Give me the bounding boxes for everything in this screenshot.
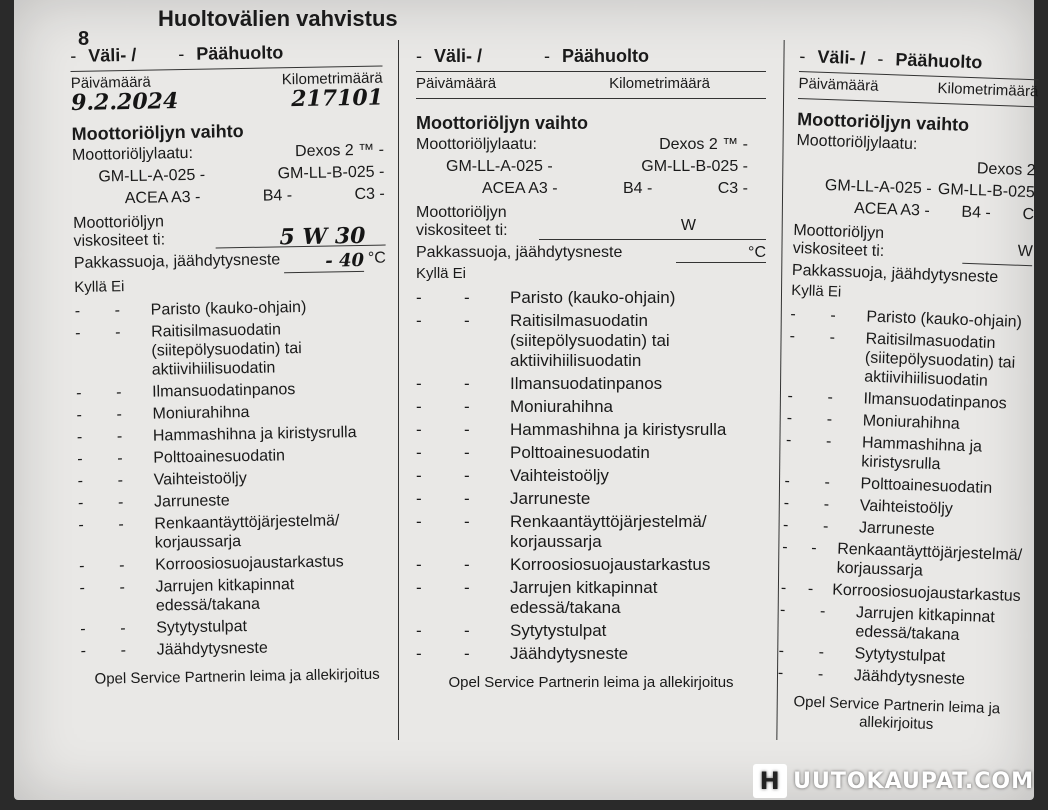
viscosity-value: W [962,241,1033,266]
spec-b4: B4 - [262,187,293,205]
checklist-item: - - Jäähdytysneste [81,636,393,660]
antifreeze-label: Pakkassuoja, jäähdytysneste [73,251,281,272]
item-label: Polttoainesuodatin [860,475,993,497]
logo-box-icon: H [753,764,787,798]
viscosity-label: Moottoriöljyn viskositeet ti: [73,213,166,250]
handwritten-values [70,84,384,116]
item-label: Jarruneste [153,492,230,511]
viscosity-value: 5 W 30 [215,223,385,249]
yes-no-label: Kyllä Ei [74,278,125,296]
item-label: Korroosiosuojaustarkastus [831,581,1022,606]
spec-gm-ll-b: GM-LL-B-025 - [277,163,385,183]
checklist-item: - - Moniurahihna [76,400,388,424]
header-interim: Väli- / [434,46,483,66]
item-label: Vaihteistoöljy [153,469,247,489]
item-label: Jarrujen kitkapinnat edessä/takana [155,576,295,615]
unit-celsius: °C [676,244,766,263]
stamp-signature-label: Opel Service Partnerin leima ja allekirjoitus [94,665,380,688]
viscosity-row [73,210,386,251]
item-label: Jarrujen kitkapinnat edessä/takana [855,604,996,644]
yes-no-label: Kyllä Ei [416,265,467,282]
spec-acea: ACEA A3 - [853,199,930,220]
service-column-1 [70,35,393,689]
checklist-item: - - Jarrujen kitkapinnat edessä/takana [779,601,1020,647]
item-label: Hammashihna ja kiristysrulla [152,424,357,445]
checklist-item: - - Sytytystulpat [80,614,392,638]
checklist-item: - - Renkaantäyttöjärjestelmä/ korjaussarja [781,538,1022,584]
item-label: Raitisilmasuodatin (siitepölysuodatin) tai aktiivihiilisuodatin [150,321,302,379]
km-label: Kilometrimäärä [281,69,383,89]
checklist-item: - - Vaihteistoöljy [783,494,1024,521]
spec-b4: B4 - [623,180,653,197]
stamp-signature-label: Opel Service Partnerin leima ja allekirjoitus [448,674,734,691]
checklist-item: - - Sytytystulpat [778,642,1019,669]
dexos-spec: Dexos 2 ™ - [659,136,748,153]
checklist [416,288,766,664]
watermark [753,764,1034,798]
checklist-item: - - Hammashihna ja kiristysrulla [77,422,389,446]
oil-change-title: Moottoriöljyn vaihto [416,113,588,133]
viscosity-label: Moottoriöljyn viskositeet ti: [416,204,508,239]
viscosity-value: W [539,217,767,240]
spec-gm-ll-b: GM-LL-B-025 - [641,158,748,175]
date-value: 9.2.2024 [70,88,179,116]
item-label: Polttoainesuodatin [510,443,650,462]
checklist-item: - - Sytytystulpat [416,621,766,641]
spec-row [416,156,766,178]
item-label: Raitisilmasuodatin (siitepölysuodatin) tai aktiivihiilisuodatin [510,311,670,370]
checklist-item: - - Jäähdytysneste [416,644,766,664]
item-label: Sytytystulpat [510,621,607,640]
item-label: Moniurahihna [152,403,250,423]
item-label: Ilmansuodatinpanos [152,381,296,401]
oil-quality-label: Moottoriöljylaatu: [796,131,918,154]
checklist-item: - - Renkaantäyttöjärjestelmä/ korjaussarja [416,512,766,552]
checklist-item: - - Moniurahihna [416,397,766,417]
item-label: Renkaantäyttöjärjestelmä/ korjaussarja [510,512,707,551]
checklist-item: - - Moniurahihna [786,409,1027,436]
oil-quality-label: Moottoriöljylaatu: [71,144,194,164]
item-label: Sytytystulpat [156,618,248,637]
item-label: Sytytystulpat [854,645,946,666]
checklist-item: - - Paristo (kauko-ohjain) [75,297,387,321]
checklist-item: - - Ilmansuodatinpanos [416,374,766,394]
checklist-item: - - Ilmansuodatinpanos [76,379,388,403]
item-label: Jarruneste [510,489,591,508]
item-label: Moniurahihna [510,397,614,416]
item-label: Jäähdytysneste [853,667,966,689]
spec-c3: C3 - [354,185,385,204]
checklist [778,305,1031,691]
antifreeze-label: Pakkassuoja, jäähdytysneste [791,261,999,287]
checklist-item: - - Korroosiosuojaustarkastus [79,551,391,575]
spec-b4: B4 - [961,203,992,222]
header-main-service: Päähuolto [895,49,983,73]
checklist-item: - - Paristo (kauko-ohjain) [416,288,766,308]
checklist-item: - - Polttoainesuodatin [77,444,389,468]
km-label: Kilometrimäärä [609,75,710,92]
item-label: Vaihteistoöljy [859,497,954,518]
item-label: Paristo (kauko-ohjain) [510,288,676,307]
viscosity-row [792,222,1033,266]
checklist-item: - - Renkaantäyttöjärjestelmä/ korjaussarja [78,510,391,553]
antifreeze-label: Pakkassuoja, jäähdytysneste [416,244,623,261]
checklist-item: - - Ilmansuodatinpanos [787,387,1028,414]
dexos-spec: Dexos 2 [976,160,1036,180]
item-label: Korroosiosuojaustarkastus [155,553,344,574]
checklist-item: - - Jäähdytysneste [778,664,1019,691]
checklist-item: - - Jarruneste [416,489,766,509]
km-value: 217101 [290,84,384,113]
stamp-signature-label: Opel Service Partnerin leima ja allekirjoitus [793,693,1001,734]
item-label: Jäähdytysneste [510,644,629,663]
booklet-page [14,0,1039,800]
checklist-item: - - Hammashihna ja kiristysrulla [416,420,766,440]
checklist-item: - - Hammashihna ja kiristysrulla [785,431,1026,477]
km-label: Kilometrimäärä [937,79,1039,101]
checklist-item: - - Korroosiosuojaustarkastus [780,579,1022,606]
item-label: Paristo (kauko-ohjain) [150,298,307,319]
spec-gm-ll-a: GM-LL-A-025 - [98,166,206,186]
viscosity-row [416,204,766,240]
date-km-labels [416,71,766,92]
checklist-item: - - Raitisilmasuodatin (siitepölysuodatin) tai aktiivihiilisuodatin [75,319,388,381]
item-label: Raitisilmasuodatin (siitepölysuodatin) tai aktiivihiilisuodatin [863,330,1016,390]
date-label: Päivämäärä [416,75,497,92]
item-label: Polttoainesuodatin [153,447,286,467]
item-label: Moniurahihna [862,412,960,433]
watermark-text: UUTOKAUPAT.COM [793,768,1034,794]
service-column-3 [776,40,1040,737]
checklist-item: - - Polttoainesuodatin [784,472,1025,499]
item-label: Hammashihna ja kiristysrulla [510,420,727,439]
column-header: - Väli- / - Päähuolto [799,45,983,73]
oil-quality-row [416,134,766,156]
date-km-labels [798,71,1039,100]
spec-c3: C [1022,205,1035,224]
header-main-service: Päähuolto [196,42,284,64]
checklist-item: - - Raitisilmasuodatin (siitepölysuodatin) tai aktiivihiilisuodatin [788,327,1030,392]
checklist-item: - - Jarrujen kitkapinnat edessä/takana [416,578,766,618]
spec-gm-ll-a: GM-LL-A-025 - [824,176,932,198]
unit-celsius: °C [367,249,386,267]
oil-quality-label: Moottoriöljylaatu: [416,136,537,153]
item-label: Renkaantäyttöjärjestelmä/ korjaussarja [154,512,340,552]
column-header: - Väli- / - Päähuolto [70,42,284,66]
item-label: Hammashihna ja kiristysrulla [861,434,983,474]
checklist-item: - - Polttoainesuodatin [416,443,766,463]
checklist-item: - - Vaihteistoöljy [78,466,390,490]
antifreeze-row [416,244,766,263]
dexos-spec: Dexos 2 ™ - [294,141,385,161]
item-label: Jarruneste [858,519,935,539]
item-label: Ilmansuodatinpanos [863,390,1007,413]
spec-c3: C3 - [717,180,748,197]
checklist-item: - - Korroosiosuojaustarkastus [416,555,766,575]
header-interim: Väli- / [817,46,866,69]
date-label: Päivämäärä [798,74,879,95]
spec-gm-ll-b: GM-LL-B-025 [937,180,1036,202]
spec-acea: ACEA A3 - [482,180,558,197]
checklist-item: - - Jarruneste [78,488,390,512]
checklist-item: - - Paristo (kauko-ohjain) [790,305,1031,332]
item-label: Jarrujen kitkapinnat edessä/takana [510,578,658,617]
column-divider [398,40,399,740]
checklist [75,297,393,661]
yes-no-label: Kyllä Ei [790,281,842,301]
service-column-2 [416,40,766,692]
viscosity-label: Moottoriöljyn viskositeet ti: [792,221,885,261]
spec-row [416,178,766,200]
header-main-service: Päähuolto [562,46,650,66]
item-label: Jäähdytysneste [156,639,268,659]
item-label: Ilmansuodatinpanos [510,374,663,393]
page-title: Huoltovälien vahvistus [158,6,398,31]
oil-change-title: Moottoriöljyn vaihto [71,120,244,144]
antifreeze-value: - 40 [284,250,364,273]
antifreeze-row [74,250,386,277]
header-interim: Väli- / [88,44,137,66]
checklist-item: - - Raitisilmasuodatin (siitepölysuodatin) tai aktiivihiilisuodatin [416,311,766,371]
checklist-item: - - Jarruneste [783,516,1024,543]
spec-gm-ll-a: GM-LL-A-025 - [446,158,553,175]
date-label: Päivämäärä [70,73,151,92]
checklist-item: - - Vaihteistoöljy [416,466,766,486]
item-label: Vaihteistoöljy [510,466,609,485]
page-number: 8 [78,28,90,50]
date-rule [416,98,766,99]
checklist-item: - - Jarrujen kitkapinnat edessä/takana [79,573,392,616]
oil-change-title: Moottoriöljyn vaihto [796,108,970,135]
date-rule [798,98,1038,107]
item-label: Paristo (kauko-ohjain) [866,308,1023,331]
item-label: Korroosiosuojaustarkastus [510,555,711,574]
item-label: Renkaantäyttöjärjestelmä/ korjaussarja [836,540,1023,580]
column-header: - Väli- / - Päähuolto [416,46,650,66]
spec-acea: ACEA A3 - [124,188,201,208]
